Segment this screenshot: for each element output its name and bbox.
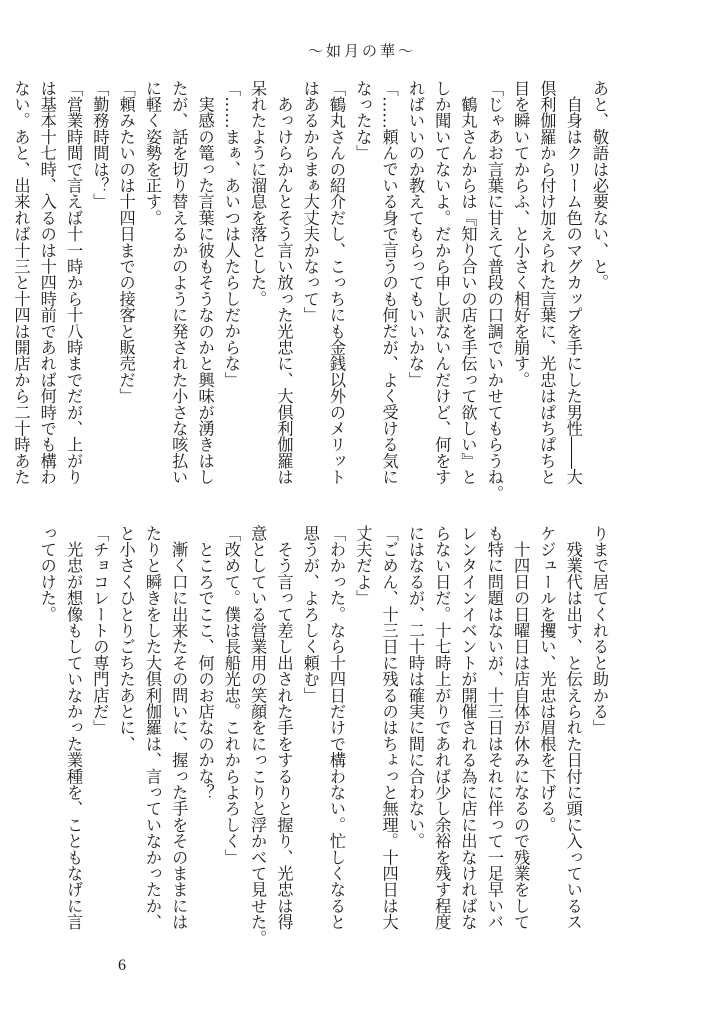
text-line: 残業代は出す、と伝えられた日付に頭に入っているス bbox=[563, 525, 583, 930]
text-line: あと、敬語は必要ない、と。 bbox=[590, 80, 609, 291]
text-line: と小さくひとりごちたあとに、 bbox=[116, 525, 136, 752]
text-line: 呆れたように溜息を落とした。 bbox=[248, 80, 268, 307]
text-line: 「……まぁ、あいつは人たらしだからな」 bbox=[221, 80, 241, 388]
text-line: ところでここ、何のお店なのかな？ bbox=[195, 525, 215, 801]
text-line: はあるからまぁ大丈夫かなって」 bbox=[300, 80, 320, 323]
text-line: 「頼みたいのは十四日までの接客と販売だ」 bbox=[116, 80, 136, 404]
text-line: 鶴丸さんからは『知り合いの店を手伝って欲しい』と bbox=[458, 80, 478, 485]
text-line: ない。あと、出来れば十三と十四は開店から二十時あた bbox=[11, 80, 31, 485]
text-line: 思うが、よろしく頼む」 bbox=[300, 525, 320, 704]
text-line: 「改めて。僕は長船光忠。これからよろしく」 bbox=[221, 525, 241, 866]
running-header: 〜如月の華〜 bbox=[307, 42, 416, 60]
text-line: に軽く姿勢を正す。 bbox=[142, 80, 162, 226]
text-line: は基本十七時、入るのは十四時前であれば何時でも構わ bbox=[37, 80, 57, 485]
text-line: 「ごめん、十三日に残るのはちょっと無理。十四日は大 bbox=[379, 525, 399, 930]
text-block-top bbox=[7, 80, 612, 502]
text-line: 目を瞬いてからふ、と小さく相好を崩す。 bbox=[511, 80, 531, 388]
text-line: 自身はクリーム色のマグカップを手にした男性――大 bbox=[563, 80, 583, 485]
text-line: 「勤務時間は？」 bbox=[90, 80, 110, 210]
text-line: 丈夫だよ」 bbox=[353, 525, 373, 606]
text-line: 倶利伽羅から付け加えられた言葉に、光忠はぱちぱちと bbox=[537, 80, 557, 485]
text-line: 漸く口に出来たその問いに、握った手をそのままには bbox=[169, 525, 189, 930]
text-line: なったな」 bbox=[353, 80, 373, 161]
text-line: レンタインイベントが開催される為に店に出なければな bbox=[458, 525, 478, 930]
page-number: 6 bbox=[118, 957, 126, 974]
text-line: たが、話を切り替えるかのように発された小さな咳払い bbox=[169, 80, 189, 485]
text-line: ってのけた。 bbox=[37, 525, 57, 623]
text-line: あっけらかんとそう言い放った光忠に、大倶利伽羅は bbox=[274, 80, 294, 485]
text-line: 「わかった。なら十四日だけで構わない。忙しくなると bbox=[327, 525, 347, 930]
text-line: 「……頼んでいる身で言うのも何だが、よく受ける気に bbox=[379, 80, 399, 485]
text-line: にはなるが、二十時は確実に間に合わない。 bbox=[405, 525, 425, 849]
text-line: も特に問題はないが、十三日はそれに伴って一足早いバ bbox=[484, 525, 504, 930]
text-line: 「じゃあお言葉に甘えて普段の口調でいかせてもらうね。 bbox=[484, 80, 504, 502]
text-block-bottom bbox=[33, 525, 612, 947]
text-line: ればいいのか教えてもらってもいいかな」 bbox=[405, 80, 425, 388]
text-line: らない日だ。十七時上がりであれば少し余裕を残す程度 bbox=[432, 525, 452, 930]
text-line: 光忠が想像もしていなかった業種を、こともなげに言 bbox=[64, 525, 84, 930]
text-line: りまで居てくれると助かる」 bbox=[590, 525, 609, 736]
text-line: 意としている営業用の笑顔をにっこりと浮かべて見せた。 bbox=[248, 525, 268, 947]
text-line: しか聞いてないよ。だから申し訳ないんだけど、何をす bbox=[432, 80, 452, 485]
text-line: 「鶴丸さんの紹介だし、こっちにも金銭以外のメリット bbox=[327, 80, 347, 485]
text-line: 十四日の日曜日は店自体が休みになるので残業をして bbox=[511, 525, 531, 930]
text-line: ケジュールを攫い、光忠は眉根を下げる。 bbox=[537, 525, 557, 833]
text-line: たりと瞬きをした大倶利伽羅は、言っていなかったか、 bbox=[142, 525, 162, 930]
text-line: 「チョコレートの専門店だ」 bbox=[90, 525, 110, 736]
text-line: 「営業時間で言えば十一時から十八時までだが、上がり bbox=[64, 80, 84, 485]
text-line: 実感の篭った言葉に彼もそうなのかと興味が湧きはし bbox=[195, 80, 215, 485]
text-line: そう言って差し出された手をするりと握り、光忠は得 bbox=[274, 525, 294, 930]
